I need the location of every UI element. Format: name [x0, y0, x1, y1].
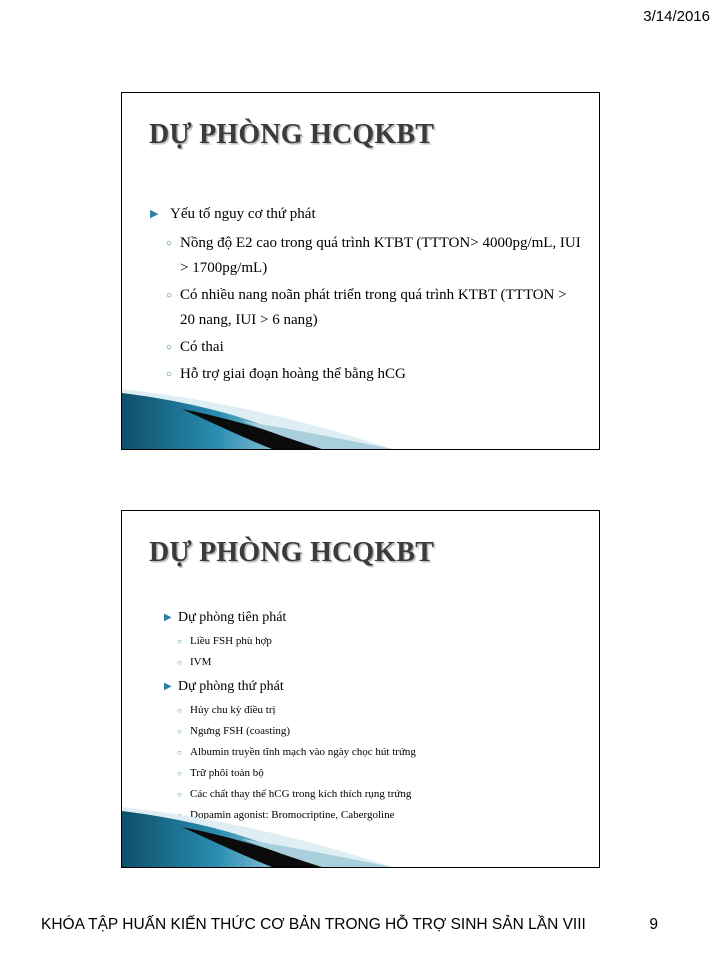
ring-bullet-icon: ○: [177, 658, 182, 667]
slide-content: [164, 608, 585, 826]
slide-1: [121, 92, 600, 450]
bullet-item: [150, 203, 585, 225]
ring-bullet-icon: ○: [166, 342, 173, 353]
sub-bullet-item: [150, 335, 585, 360]
ring-bullet-icon: ○: [177, 790, 182, 799]
bullet-text: Dự phòng tiên phát: [178, 610, 287, 625]
bullet-text: Dự phòng thứ phát: [178, 679, 284, 694]
ring-bullet-icon: ○: [177, 769, 182, 778]
bullet-item: [164, 608, 585, 628]
slide-title: DỰ PHÒNG HCQKBT: [149, 537, 435, 568]
slide-title: DỰ PHÒNG HCQKBT: [149, 119, 435, 150]
bullet-item: [164, 677, 585, 697]
ring-bullet-icon: ○: [177, 727, 182, 736]
sub-bullet-item: [164, 700, 585, 721]
ring-bullet-icon: ○: [166, 238, 173, 249]
triangle-bullet-icon: ▶: [164, 681, 172, 692]
footer-course-title: KHÓA TẬP HUẤN KIẾN THỨC CƠ BẢN TRONG HỖ TRỢ SINH SẢN LẦN VIII: [41, 916, 586, 933]
sub-bullet-text: Ngưng FSH (coasting): [190, 725, 291, 737]
wave-decoration: [122, 389, 600, 449]
slide-content: [150, 203, 585, 389]
slide-2: [121, 510, 600, 868]
triangle-bullet-icon: ▶: [164, 612, 172, 623]
sub-bullet-text: Albumin truyền tĩnh mạch vào ngày chọc hút trứng: [190, 746, 416, 758]
sub-bullet-text: Dopamin agonist: Bromocriptine, Cabergoline: [190, 809, 395, 821]
ring-bullet-icon: ○: [177, 637, 182, 646]
sub-bullet-item: [164, 721, 585, 742]
sub-bullet-item: [164, 652, 585, 673]
bullet-text: Yếu tố nguy cơ thứ phát: [170, 206, 316, 222]
sub-bullet-text: Trữ phôi toàn bộ: [190, 767, 264, 779]
sub-bullet-item: [164, 631, 585, 652]
sub-bullet-text: Nồng độ E2 cao trong quá trình KTBT (TTTON> 4000pg/mL, IUI > 1700pg/mL): [180, 235, 581, 276]
sub-bullet-item: [150, 283, 585, 333]
ring-bullet-icon: ○: [166, 369, 173, 380]
page-number: 9: [649, 916, 658, 933]
ring-bullet-icon: ○: [177, 706, 182, 715]
sub-bullet-text: Có thai: [180, 339, 224, 355]
wave-decoration: [122, 807, 600, 867]
ring-bullet-icon: ○: [166, 290, 173, 301]
triangle-bullet-icon: ▶: [150, 208, 159, 220]
sub-bullet-text: IVM: [190, 656, 212, 668]
sub-bullet-item: [164, 763, 585, 784]
ring-bullet-icon: ○: [177, 748, 182, 757]
sub-bullet-text: Hỗ trợ giai đoạn hoàng thể bằng hCG: [180, 366, 406, 382]
sub-bullet-text: Có nhiều nang noãn phát triển trong quá trình KTBT (TTTON > 20 nang, IUI > 6 nang): [180, 287, 567, 328]
sub-bullet-item: [150, 231, 585, 281]
sub-bullet-item: [164, 742, 585, 763]
handout-date: 3/14/2016: [643, 8, 710, 25]
sub-bullet-text: Liều FSH phù hợp: [190, 635, 272, 647]
sub-bullet-text: Hủy chu kỳ điều trị: [190, 704, 276, 716]
sub-bullet-text: Các chất thay thế hCG trong kích thích rụng trứng: [190, 788, 412, 800]
sub-bullet-item: [150, 362, 585, 387]
sub-bullet-item: [164, 784, 585, 805]
